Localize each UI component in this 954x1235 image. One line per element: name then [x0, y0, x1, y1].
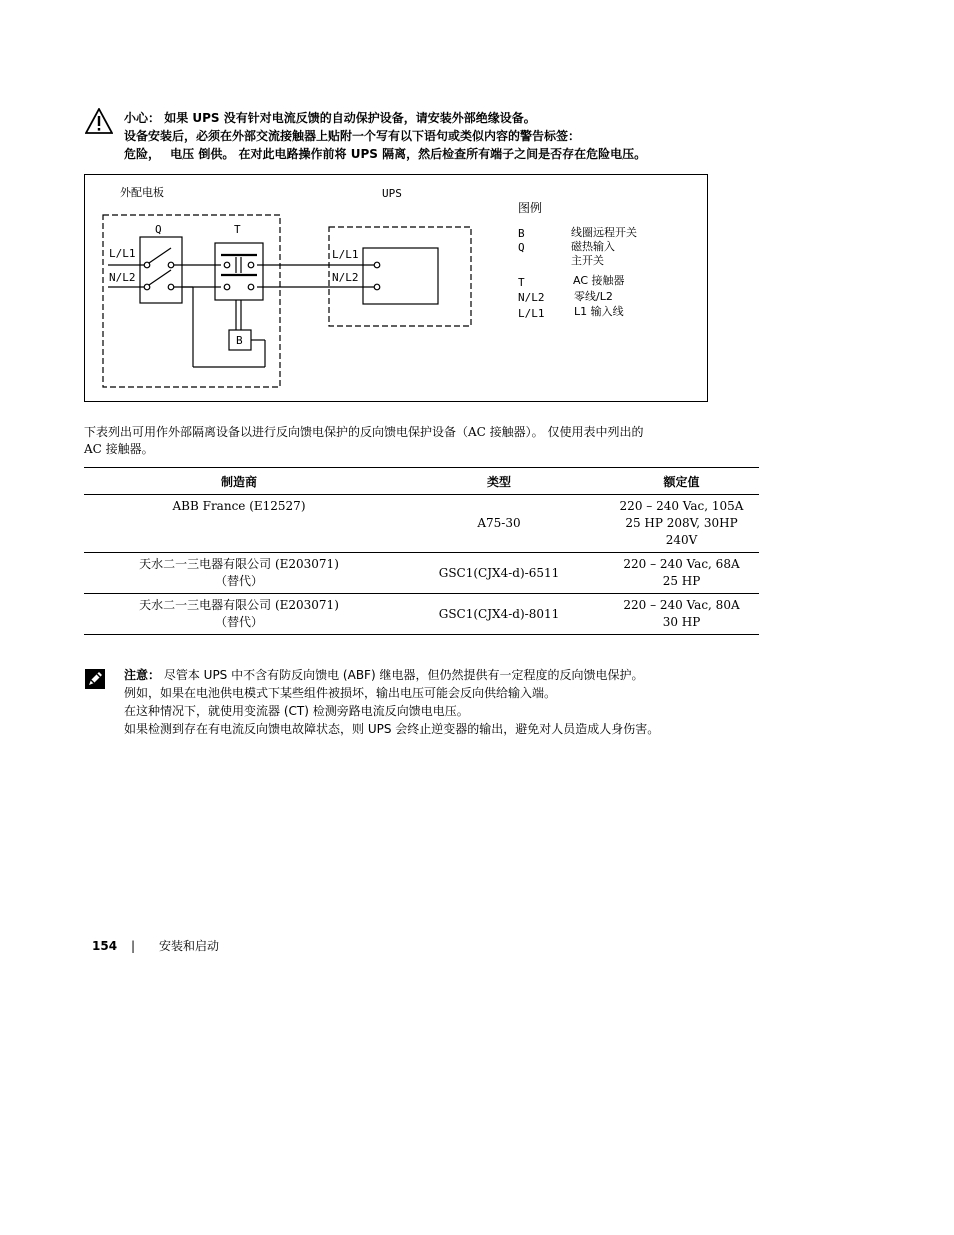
rating-line: 220 – 240 Vac, 80A: [623, 598, 740, 612]
table-row: [84, 594, 759, 635]
intro-line-1: 下表列出可用作外部隔离设备以进行反向馈电保护的反向馈电保护设备（AC 接触器）。 仅使用表中列出的: [84, 425, 644, 439]
ups-l1-label: L/L1: [332, 248, 359, 261]
header-rating: 额定值: [604, 468, 759, 495]
header-type: 类型: [394, 468, 604, 495]
legend-t-key: T: [518, 276, 525, 289]
maker-cell: [84, 553, 394, 594]
caution-line-1: 如果 UPS 没有针对电流反馈的自动保护设备，请安装外部绝缘设备。: [164, 111, 536, 125]
footer-section: 安装和启动: [159, 939, 220, 953]
rating-line: 30 HP: [662, 615, 701, 629]
header-maker: 制造商: [84, 468, 394, 495]
note-line-1: 尽管本 UPS 中不含有防反向馈电 (ABF) 继电器，但仍然提供有一定程度的反向馈电保护。: [163, 668, 644, 682]
legend-n-desc: 零线/L2: [574, 290, 613, 303]
note-line-4: 如果检测到存在有电流反向馈电故障状态，则 UPS 会终止逆变器的输出，避免对人员造成人身伤害。: [124, 722, 660, 736]
caution-line-3: 危险， 电压 倒供。 在对此电路操作前将 UPS 隔离，然后检查所有端子之间是否存在危险电压。: [124, 147, 647, 161]
rating-line: 220 – 240 Vac, 105A: [619, 499, 744, 513]
caution-icon: [85, 108, 113, 134]
type-cell: A75-30: [394, 495, 604, 553]
rating-line: 220 – 240 Vac, 68A: [623, 557, 740, 571]
rating-cell: [604, 495, 759, 553]
note-line-3: 在这种情况下，就使用变流器 (CT) 检测旁路电流反向馈电电压。: [124, 704, 469, 718]
wiring-diagram: [84, 174, 708, 402]
maker-name: 天水二一三电器有限公司 (E203071): [139, 598, 339, 612]
maker-note: （替代）: [214, 574, 263, 588]
maker-cell: [84, 495, 394, 553]
maker-name: 天水二一三电器有限公司 (E203071): [139, 557, 339, 571]
caution-label: 小心：: [124, 111, 161, 125]
legend-q-key: Q: [518, 241, 525, 254]
l1-label: L/L1: [109, 247, 136, 260]
legend-t-desc: AC 接触器: [573, 274, 625, 287]
legend-n-key: N/L2: [518, 291, 545, 304]
rating-line: 240V: [665, 533, 698, 547]
t-label: T: [234, 223, 241, 236]
caution-text: [124, 109, 764, 163]
n2-label: N/L2: [109, 271, 136, 284]
intro-line-2: AC 接触器。: [84, 442, 154, 456]
q-label: Q: [155, 223, 162, 236]
ups-title: UPS: [382, 187, 402, 200]
footer-separator: |: [131, 939, 136, 953]
contactor-table: [84, 467, 759, 635]
page-number: 154: [92, 939, 118, 953]
rating-line: 25 HP 208V, 30HP: [625, 516, 738, 530]
caution-line-2: 设备安装后，必须在外部交流接触器上贴附一个写有以下语句或类似内容的警告标签：: [124, 129, 581, 143]
pencil-note-icon: [85, 669, 105, 689]
note-text: [124, 666, 764, 738]
intro-paragraph: [84, 424, 754, 458]
maker-note: （替代）: [214, 615, 263, 629]
legend-b-desc: 线圈远程开关: [571, 226, 637, 239]
table-row: [84, 495, 759, 553]
b-label: B: [236, 334, 243, 347]
wiring-diagram-drawing: [85, 175, 709, 403]
type-cell: GSC1(CJX4-d)-8011: [394, 594, 604, 635]
legend-q-desc-2: 主开关: [571, 254, 604, 267]
type-cell: GSC1(CJX4-d)-6511: [394, 553, 604, 594]
rating-cell: [604, 553, 759, 594]
legend-title: 图例: [518, 201, 543, 215]
table-row: [84, 553, 759, 594]
external-panel-title: 外配电板: [120, 186, 164, 199]
rating-cell: [604, 594, 759, 635]
legend-b-key: B: [518, 227, 525, 240]
ups-n2-label: N/L2: [332, 271, 359, 284]
legend-q-desc-1: 磁热输入: [571, 240, 615, 253]
maker-name: ABB France (E12527): [172, 499, 306, 513]
legend-l-desc: L1 输入线: [574, 305, 624, 318]
note-label: 注意：: [124, 668, 161, 682]
note-line-2: 例如，如果在电池供电模式下某些组件被损坏，输出电压可能会反向供给输入端。: [124, 686, 557, 700]
rating-line: 25 HP: [662, 574, 701, 588]
maker-cell: [84, 594, 394, 635]
table-header-row: [84, 468, 759, 495]
legend-l-key: L/L1: [518, 307, 545, 320]
